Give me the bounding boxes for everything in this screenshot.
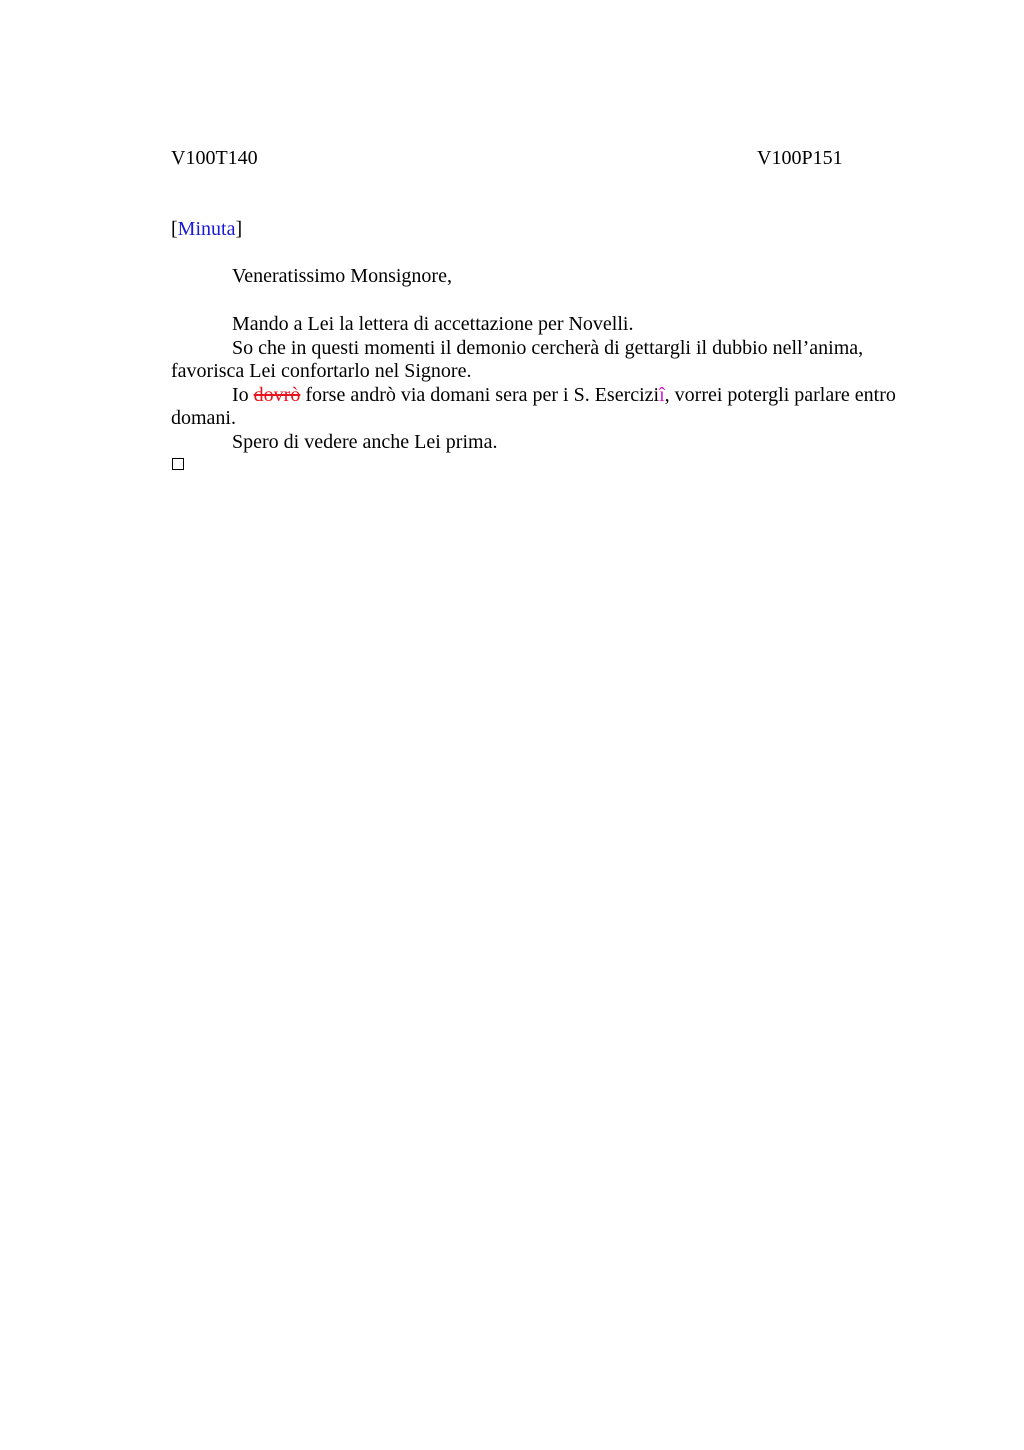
paragraph-2: So che in questi momenti il demonio cercherà di gettargli il dubbio nell’anima, favorisca Lei confortarlo nel Signore.: [171, 336, 864, 382]
paragraph-3-start: Io: [232, 383, 254, 406]
square-outline-icon: [172, 458, 184, 470]
paragraph-3-middle: forse andrò via domani sera per i S. Esercizi: [300, 383, 660, 406]
paragraph-1: Mando a Lei la lettera di accettazione per Novelli.: [232, 313, 634, 335]
paragraph-3-end: , vorrei potergli parlare entro domani.: [171, 383, 896, 429]
document-code-right: V100P151: [757, 147, 843, 169]
salutation: Veneratissimo Monsignore,: [232, 265, 452, 287]
close-bracket: ]: [235, 218, 243, 240]
document-type: [171, 216, 242, 242]
deleted-word: dovrò: [253, 383, 301, 406]
paragraph-4: Spero di vedere anche Lei prima.: [232, 430, 498, 453]
document-type-label: Minuta: [177, 218, 236, 240]
paragraph-3: [171, 384, 921, 431]
letter-body: [171, 313, 921, 454]
document-code-left: V100T140: [171, 147, 258, 169]
open-bracket: [: [171, 218, 178, 240]
inserted-character: î: [659, 383, 665, 406]
